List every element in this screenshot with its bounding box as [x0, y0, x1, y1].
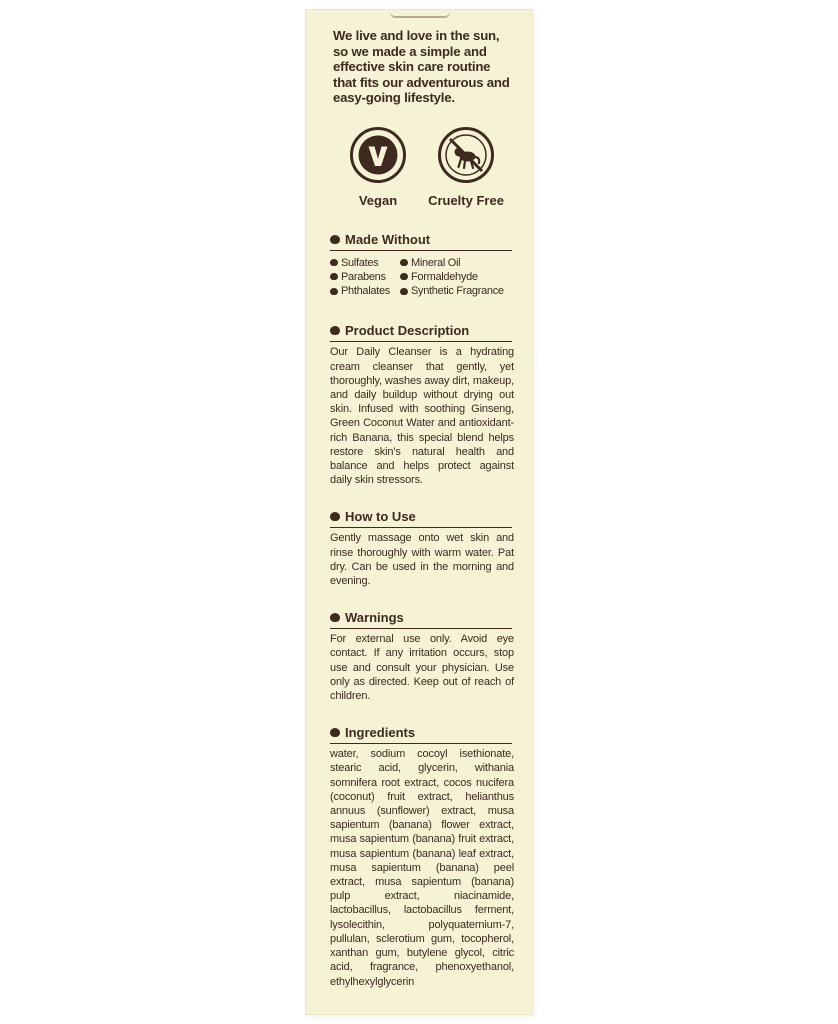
vegan-label: Vegan [358, 192, 398, 208]
made-without-heading [330, 232, 512, 251]
bullet-seed-icon [330, 728, 340, 737]
bullet-seed-icon [400, 273, 408, 280]
list-item [400, 270, 512, 284]
made-without-list [330, 256, 514, 299]
bullet-seed-icon [330, 512, 340, 521]
bullet-seed-icon [330, 613, 340, 622]
made-without-item: Mineral Oil [411, 256, 461, 269]
how-to-use-heading [330, 509, 512, 528]
list-item [400, 256, 512, 270]
bullet-seed-icon [330, 326, 340, 335]
list-item [330, 256, 400, 270]
vegan-v-icon [349, 126, 407, 184]
bullet-seed-icon [400, 259, 408, 266]
bullet-seed-icon [400, 288, 408, 295]
warnings-title: Warnings [345, 610, 404, 626]
made-without-title: Made Without [345, 231, 431, 247]
ingredients-heading [330, 725, 512, 744]
made-without-section [330, 232, 514, 299]
bullet-seed-icon [330, 235, 340, 244]
list-item [330, 270, 400, 284]
warnings-heading [330, 610, 512, 629]
ingredients-title: Ingredients [345, 725, 416, 741]
bullet-seed-icon [330, 259, 338, 266]
made-without-item: Sulfates [341, 256, 379, 269]
made-without-item: Phthalates [341, 285, 390, 298]
box-top-notch [390, 8, 450, 18]
monkey-icon [437, 126, 495, 184]
list-item [400, 284, 512, 298]
cruelty-free-label: Cruelty Free [428, 192, 504, 208]
product-description-heading [330, 323, 512, 342]
product-description-section [330, 323, 514, 487]
cruelty-free-badge [426, 126, 506, 208]
warnings-section [330, 610, 514, 703]
list-item [330, 284, 400, 298]
made-without-item: Formaldehyde [411, 270, 478, 283]
how-to-use-section [330, 509, 514, 588]
box-content [330, 28, 514, 1000]
product-description-text: Our Daily Cleanser is a hydrating cream cleanser that gently, yet thoroughly, washes away dirt, makeup, and daily buildup without drying out skin. Infused with soothing Ginseng, Green Coconut Water and antioxidant-rich Banana, this special blend helps restore skin's natural health and balance and helps protect against daily skin stressors. [330, 346, 514, 487]
ingredients-section [330, 725, 514, 988]
tagline: We live and love in the sun, so we made a simple and effective skin care routine that fits our adventurous and easy-going lifestyle. [333, 28, 510, 105]
vegan-badge [338, 126, 418, 208]
made-without-item: Parabens [341, 270, 386, 283]
how-to-use-text: Gently massage onto wet skin and rinse thoroughly with warm water. Pat dry. Can be used in the morning and evening. [330, 532, 514, 588]
made-without-item: Synthetic Fragrance [411, 285, 504, 298]
product-description-title: Product Description [345, 323, 470, 339]
badges [338, 126, 506, 208]
ingredients-text: water, sodium cocoyl isethionate, stearic acid, glycerin, withania somnifera root extract, cocos nucifera (coconut) fruit extract, helianthus annuus (sunflower) extract, musa sapientum (banana) flower extract, musa sapientum (banana) fruit extract, musa sapientum (banana) leaf extract, musa sapientum (banana) peel extract, musa sapientum (banana) pulp extract, niacinamide, lactobacillus, lactobacillus ferment, lysolecithin, polyquaternium-7, pullulan, sclerotium gum, tocopherol, xanthan gum, butylene glycol, citric acid, fragrance, phenoxyethanol, ethylhexylglycerin [330, 748, 514, 988]
bullet-seed-icon [330, 273, 338, 280]
bullet-seed-icon [330, 288, 338, 295]
warnings-text: For external use only. Avoid eye contact. If any irritation occurs, stop use and consult your physician. Use only as directed. Keep out of reach of children. [330, 633, 514, 703]
how-to-use-title: How to Use [345, 509, 416, 525]
